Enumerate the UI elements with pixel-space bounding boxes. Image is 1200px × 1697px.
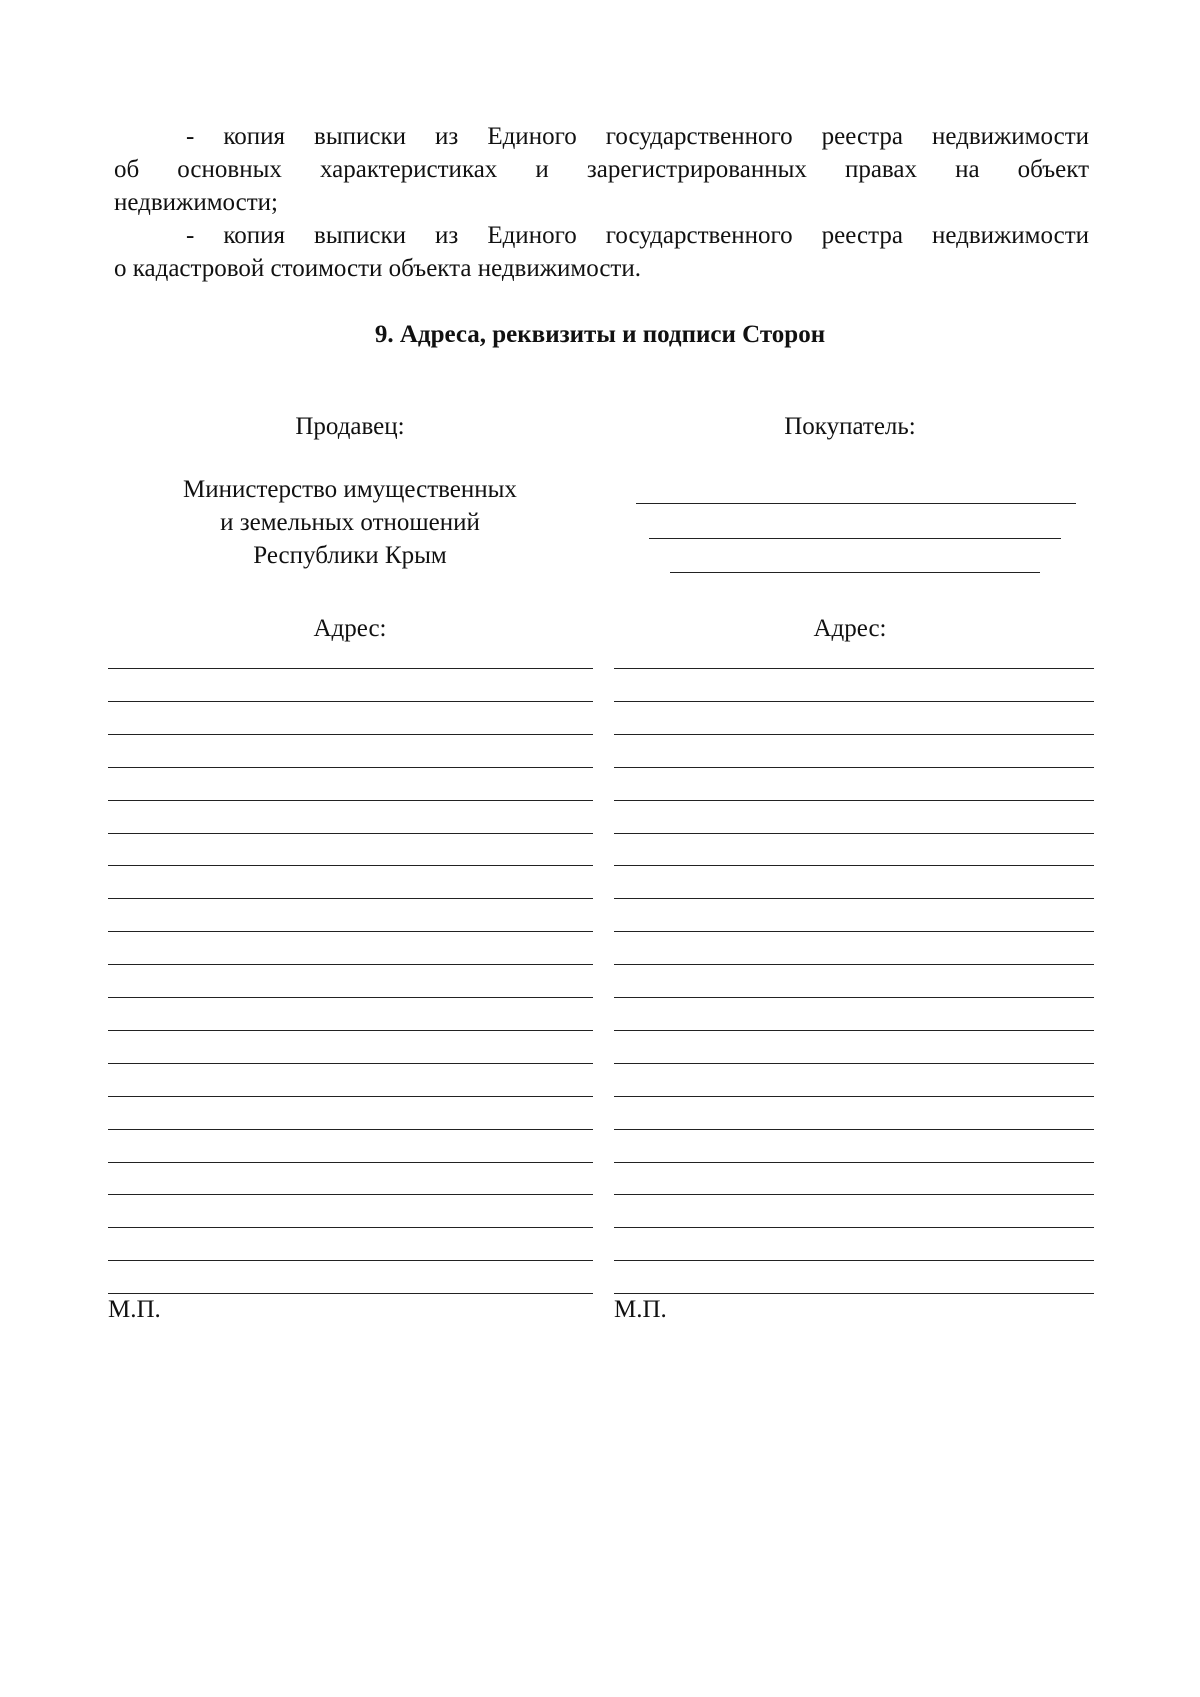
- seller-address-line[interactable]: [108, 701, 593, 702]
- seller-name: [110, 473, 590, 572]
- buyer-address-line[interactable]: [614, 997, 1094, 998]
- buyer-address-line[interactable]: [614, 701, 1094, 702]
- seller-address-line[interactable]: [108, 767, 593, 768]
- buyer-address-label: Адрес:: [813, 615, 887, 642]
- seller-label: Продавец:: [295, 413, 405, 440]
- buyer-address-line[interactable]: [614, 1260, 1094, 1261]
- seller-address-line[interactable]: [108, 1063, 593, 1064]
- seller-address-label: Адрес:: [313, 615, 387, 642]
- buyer-address-line[interactable]: [614, 898, 1094, 899]
- paragraph-line: - копия выписки из Единого государственного реестра недвижимости: [186, 222, 1089, 249]
- buyer-address-line[interactable]: [614, 1293, 1094, 1294]
- buyer-name-blank-line[interactable]: [670, 572, 1040, 573]
- seller-address-line[interactable]: [108, 1194, 593, 1195]
- buyer-address-line[interactable]: [614, 1096, 1094, 1097]
- seller-address-line[interactable]: [108, 898, 593, 899]
- seller-address-line[interactable]: [108, 1227, 593, 1228]
- seller-address-line[interactable]: [108, 865, 593, 866]
- seller-address-line[interactable]: [108, 800, 593, 801]
- seller-address-line[interactable]: [108, 1096, 593, 1097]
- paragraph-line: об основных характеристиках и зарегистрированных правах на объект: [114, 156, 1089, 183]
- seller-name-line: Министерство имущественных: [183, 476, 517, 503]
- buyer-address-line[interactable]: [614, 1129, 1094, 1130]
- buyer-address-line[interactable]: [614, 767, 1094, 768]
- seller-address-line[interactable]: [108, 1260, 593, 1261]
- section-title: 9. Адреса, реквизиты и подписи Сторон: [374, 321, 826, 348]
- buyer-name-blank-line[interactable]: [636, 503, 1076, 504]
- seller-stamp-label: М.П.: [108, 1296, 161, 1323]
- buyer-address-line[interactable]: [614, 734, 1094, 735]
- buyer-address-line[interactable]: [614, 865, 1094, 866]
- seller-address-line[interactable]: [108, 1030, 593, 1031]
- buyer-address-line[interactable]: [614, 1063, 1094, 1064]
- seller-name-line: Республики Крым: [253, 542, 447, 569]
- paragraph-line: о кадастровой стоимости объекта недвижимости.: [114, 255, 641, 282]
- paragraph-line: - копия выписки из Единого государственного реестра недвижимости: [186, 123, 1089, 150]
- buyer-stamp-label: М.П.: [614, 1296, 667, 1323]
- buyer-address-line[interactable]: [614, 931, 1094, 932]
- seller-address-line[interactable]: [108, 1129, 593, 1130]
- buyer-name-blank-line[interactable]: [649, 538, 1061, 539]
- seller-address-line[interactable]: [108, 833, 593, 834]
- seller-address-line[interactable]: [108, 668, 593, 669]
- paragraph-egrn-main-characteristics: [114, 120, 1089, 219]
- seller-address-line[interactable]: [108, 997, 593, 998]
- seller-address-line[interactable]: [108, 931, 593, 932]
- buyer-address-line[interactable]: [614, 1162, 1094, 1163]
- paragraph-line: недвижимости;: [114, 189, 278, 216]
- seller-address-line[interactable]: [108, 1293, 593, 1294]
- paragraph-egrn-cadastral-value: [114, 219, 1089, 285]
- buyer-address-line[interactable]: [614, 1030, 1094, 1031]
- buyer-label: Покупатель:: [784, 413, 916, 440]
- buyer-address-line[interactable]: [614, 964, 1094, 965]
- buyer-address-line[interactable]: [614, 800, 1094, 801]
- seller-address-line[interactable]: [108, 734, 593, 735]
- buyer-address-line[interactable]: [614, 668, 1094, 669]
- buyer-address-line[interactable]: [614, 1227, 1094, 1228]
- seller-address-line[interactable]: [108, 1162, 593, 1163]
- buyer-address-line[interactable]: [614, 833, 1094, 834]
- seller-address-line[interactable]: [108, 964, 593, 965]
- buyer-address-line[interactable]: [614, 1194, 1094, 1195]
- seller-name-line: и земельных отношений: [220, 509, 480, 536]
